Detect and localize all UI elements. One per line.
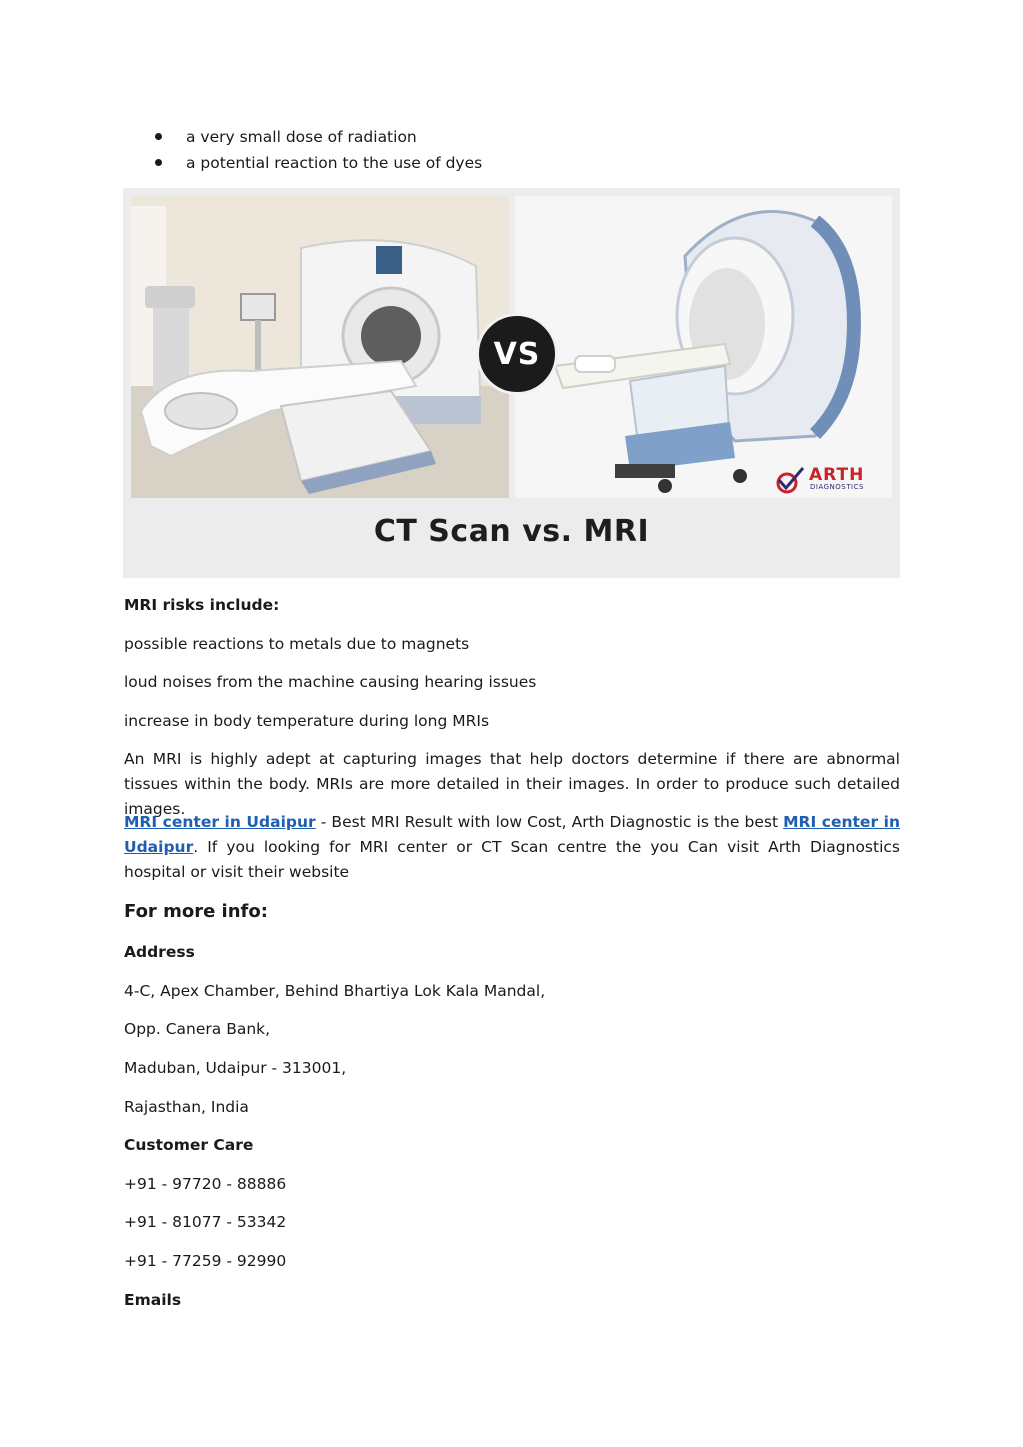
phone-number: +91 - 81077 - 53342	[124, 1213, 287, 1231]
paragraph-text: - Best MRI Result with low Cost, Arth Diagnostic is the best	[315, 813, 784, 831]
mri-risk-item: increase in body temperature during long MRIs	[124, 712, 490, 730]
mri-center-link[interactable]: MRI center in Udaipur	[124, 813, 316, 831]
mri-center-link[interactable]: MRI center in Udaipur	[124, 813, 900, 856]
mri-risks-heading: MRI risks include:	[124, 596, 280, 614]
address-line: 4-C, Apex Chamber, Behind Bhartiya Lok Kala Mandal,	[124, 982, 546, 1000]
phone-number: +91 - 77259 - 92990	[124, 1252, 287, 1270]
customer-care-heading: Customer Care	[124, 1136, 254, 1154]
mri-risk-item: possible reactions to metals due to magnets	[124, 635, 470, 653]
address-line: Opp. Canera Bank,	[124, 1020, 271, 1038]
arth-diagnostics-logo	[773, 466, 885, 494]
address-heading: Address	[124, 943, 195, 961]
vs-badge: VS	[476, 313, 558, 395]
more-info-heading: For more info:	[124, 901, 268, 922]
logo-check-icon	[773, 466, 805, 494]
ct-vs-mri-image	[123, 188, 900, 578]
mri-center-paragraph	[124, 810, 900, 885]
mri-scanner-illustration	[515, 196, 892, 498]
risk-bullet-item: a very small dose of radiation	[150, 124, 482, 150]
figure-title: CT Scan vs. MRI	[373, 514, 650, 549]
logo-name: ARTH	[809, 465, 865, 485]
phone-number: +91 - 97720 - 88886	[124, 1175, 287, 1193]
paragraph-text: . If you looking for MRI center or CT Scan centre the you Can visit Arth Diagnostics hospital or visit their website	[124, 838, 900, 881]
mri-scanner-photo	[515, 196, 892, 498]
address-line: Maduban, Udaipur - 313001,	[124, 1059, 347, 1077]
mri-risk-item: loud noises from the machine causing hearing issues	[124, 673, 537, 691]
risk-bullet-item: a potential reaction to the use of dyes	[150, 150, 482, 176]
logo-subtitle: DIAGNOSTICS	[810, 483, 864, 491]
emails-heading: Emails	[124, 1291, 182, 1309]
ct-scanner-illustration	[131, 196, 509, 498]
address-line: Rajasthan, India	[124, 1098, 249, 1116]
ct-scanner-photo	[131, 196, 509, 498]
risk-bullet-list	[150, 124, 482, 176]
mri-description-paragraph: An MRI is highly adept at capturing images that help doctors determine if there are abnormal tissues within the body. MRIs are more detailed in their images. In order to produce such detailed images.	[124, 750, 900, 818]
